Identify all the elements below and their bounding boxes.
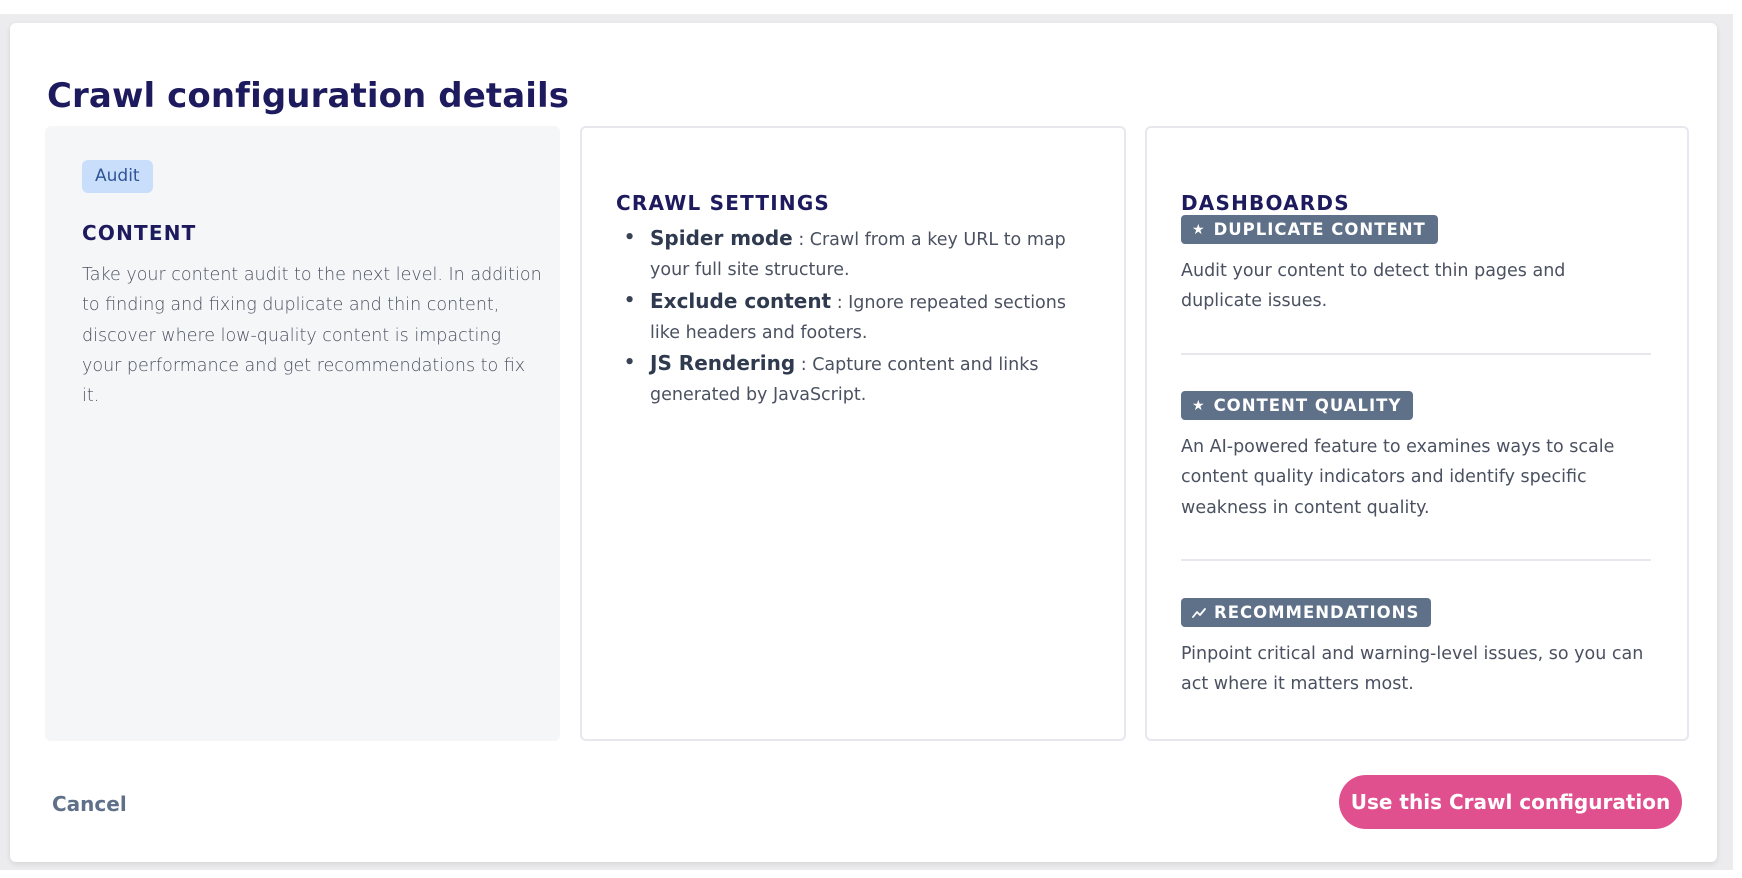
dashboard-description: Audit your content to detect thin pages and duplicate issues. — [1181, 261, 1566, 312]
setting-term: JS Rendering — [650, 351, 796, 376]
dashboard-badge — [1181, 598, 1431, 627]
divider — [1181, 353, 1651, 355]
crawl-setting-item — [618, 223, 1088, 286]
crawl-setting-item — [618, 286, 1088, 349]
setting-term: Spider mode — [650, 226, 793, 250]
overview-heading: CONTENT — [82, 221, 197, 245]
overview-description: Take your content audit to the next level. In addition to finding and fixing duplicate and thin content, discover where low-quality content is impacting your performance and get recommendations to fix it. — [82, 265, 542, 407]
divider — [1181, 559, 1651, 561]
trending-up-icon — [1192, 608, 1206, 618]
star-icon: ★ — [1192, 397, 1206, 414]
cancel-button[interactable]: Cancel — [52, 792, 127, 816]
crawl-settings-list — [618, 223, 1088, 411]
crawl-config-modal — [10, 23, 1717, 862]
use-crawl-configuration-button[interactable]: Use this Crawl configuration — [1339, 775, 1682, 829]
setting-description: : Ignore repeated sections like headers and footers. — [650, 292, 1066, 343]
dashboard-badge-label: RECOMMENDATIONS — [1214, 603, 1420, 622]
dashboard-description: Pinpoint critical and warning-level issues, so you can act where it matters most. — [1181, 644, 1644, 695]
dashboard-description: An AI-powered feature to examines ways to scale content quality indicators and identify specific weakness in content quality. — [1181, 437, 1615, 518]
crawl-setting-item — [618, 348, 1088, 411]
dashboard-item-recommendations — [1181, 598, 1651, 700]
dashboard-badge-label: DUPLICATE CONTENT — [1213, 220, 1426, 239]
dashboard-badge-label: CONTENT QUALITY — [1213, 396, 1402, 415]
dashboard-item-duplicate-content — [1181, 215, 1651, 317]
star-icon: ★ — [1192, 221, 1206, 238]
overview-panel — [45, 126, 560, 741]
bullet-icon: • — [624, 228, 636, 248]
dashboard-badge — [1181, 391, 1413, 420]
crawl-settings-heading: CRAWL SETTINGS — [616, 191, 831, 215]
modal-title: Crawl configuration details — [47, 76, 570, 116]
bullet-icon: • — [624, 353, 636, 374]
setting-description: : Crawl from a key URL to map your full site structure. — [650, 230, 1066, 281]
crawl-settings-panel — [580, 126, 1126, 741]
audit-badge: Audit — [82, 160, 153, 193]
dashboards-heading: DASHBOARDS — [1181, 191, 1350, 215]
setting-term: Exclude content — [650, 288, 832, 313]
setting-description: : Capture content and links generated by JavaScript. — [650, 355, 1039, 406]
dashboard-badge — [1181, 215, 1438, 244]
bullet-icon: • — [624, 290, 636, 311]
dashboard-item-content-quality — [1181, 391, 1651, 523]
dashboards-panel — [1145, 126, 1689, 741]
